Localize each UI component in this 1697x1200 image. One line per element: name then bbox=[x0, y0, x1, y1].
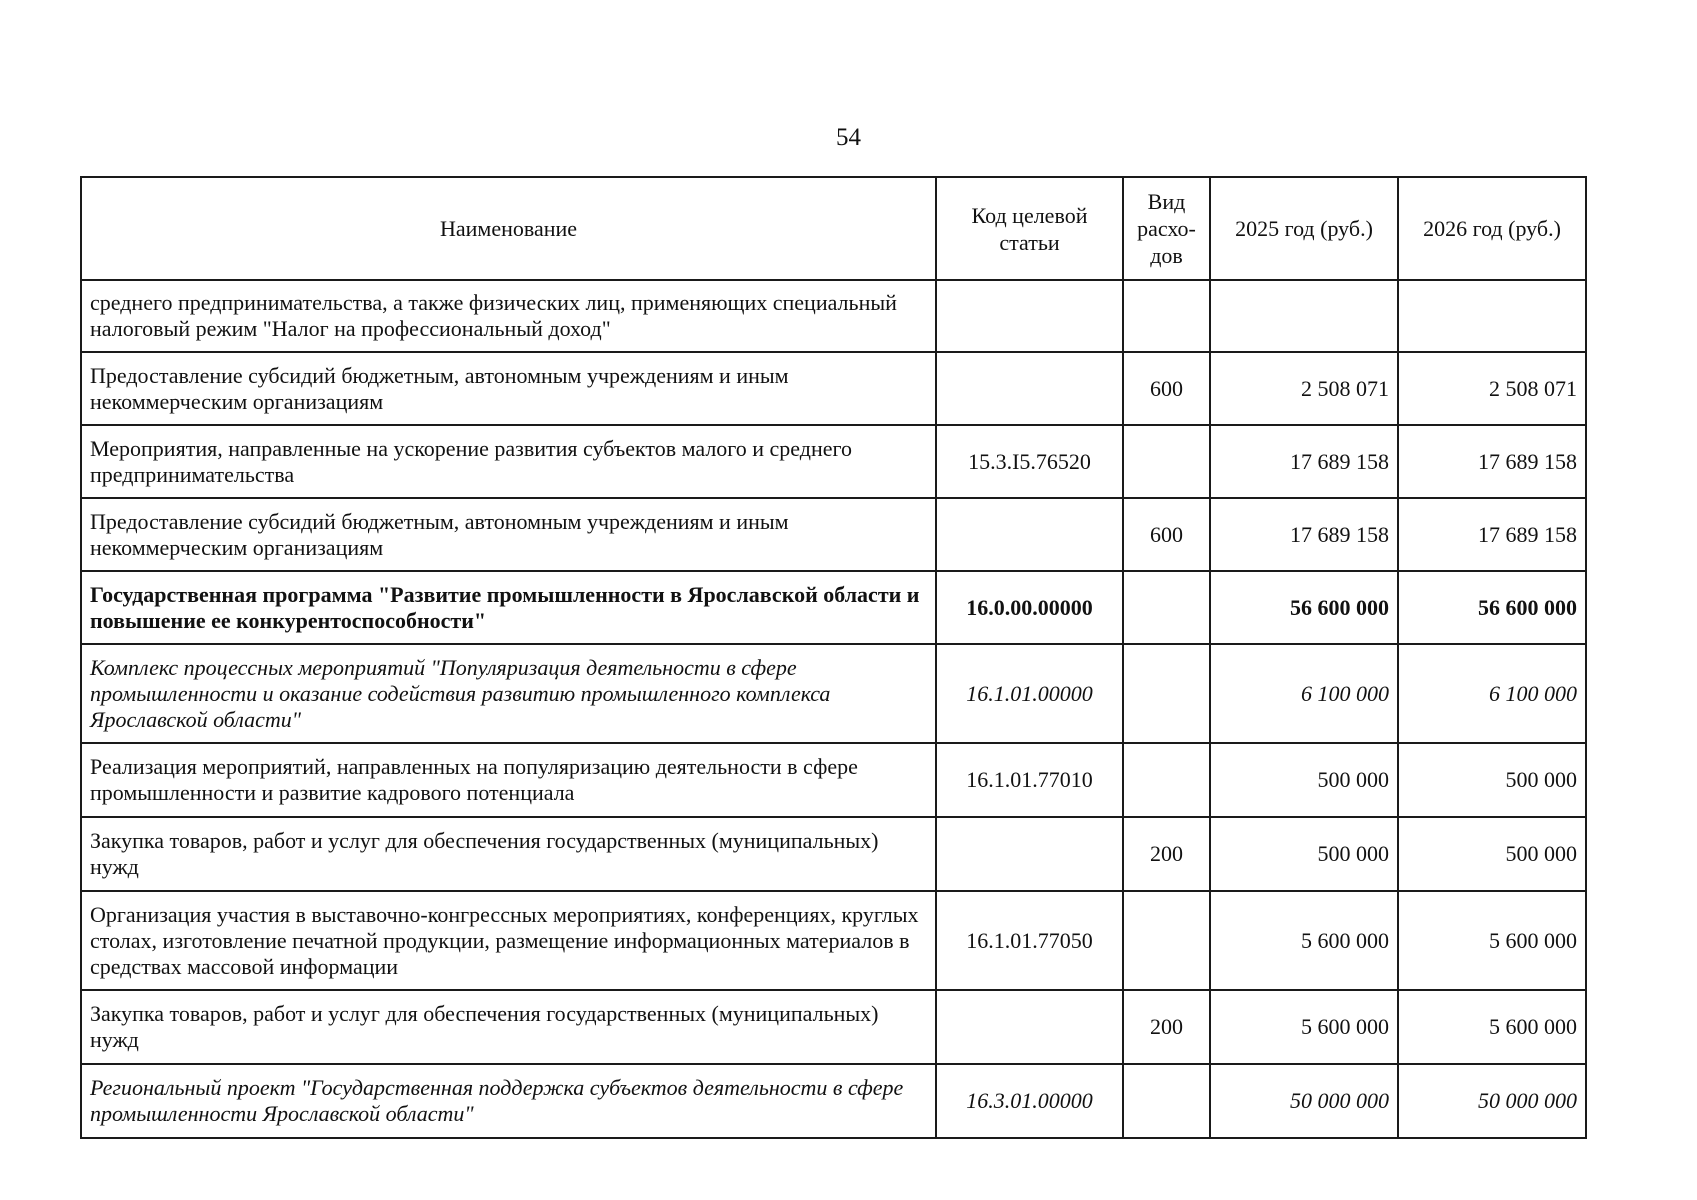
row-name: Комплекс процессных мероприятий "Популяризация деятельности в сфере промышленности и оказание содействия развитию промышленного комплекса Ярославской области" bbox=[81, 644, 936, 743]
row-2025: 5 600 000 bbox=[1210, 990, 1398, 1064]
row-2026: 500 000 bbox=[1398, 743, 1586, 817]
row-2026: 2 508 071 bbox=[1398, 352, 1586, 425]
row-2025: 17 689 158 bbox=[1210, 425, 1398, 498]
table-row bbox=[81, 990, 1586, 1064]
header-code: Код целевой статьи bbox=[936, 177, 1123, 280]
row-kind bbox=[1123, 571, 1210, 644]
row-name: Региональный проект "Государственная поддержка субъектов деятельности в сфере промышленности Ярославской области" bbox=[81, 1064, 936, 1138]
table-row bbox=[81, 644, 1586, 743]
header-name: Наименование bbox=[81, 177, 936, 280]
row-2025: 17 689 158 bbox=[1210, 498, 1398, 571]
row-code bbox=[936, 352, 1123, 425]
row-code: 16.0.00.00000 bbox=[936, 571, 1123, 644]
row-2026: 17 689 158 bbox=[1398, 425, 1586, 498]
table-row bbox=[81, 425, 1586, 498]
header-2025: 2025 год (руб.) bbox=[1210, 177, 1398, 280]
row-2026: 500 000 bbox=[1398, 817, 1586, 891]
table-row bbox=[81, 571, 1586, 644]
row-2026: 56 600 000 bbox=[1398, 571, 1586, 644]
table-header-row bbox=[81, 177, 1586, 280]
row-2025: 50 000 000 bbox=[1210, 1064, 1398, 1138]
table-row bbox=[81, 891, 1586, 990]
row-2025 bbox=[1210, 280, 1398, 352]
row-kind: 200 bbox=[1123, 817, 1210, 891]
header-2026: 2026 год (руб.) bbox=[1398, 177, 1586, 280]
row-code bbox=[936, 990, 1123, 1064]
row-2025: 500 000 bbox=[1210, 817, 1398, 891]
row-2026: 17 689 158 bbox=[1398, 498, 1586, 571]
row-name: Закупка товаров, работ и услуг для обеспечения государственных (муниципальных) нужд bbox=[81, 990, 936, 1064]
row-kind bbox=[1123, 644, 1210, 743]
row-kind bbox=[1123, 425, 1210, 498]
row-code: 16.1.01.00000 bbox=[936, 644, 1123, 743]
table-row bbox=[81, 280, 1586, 352]
row-2025: 500 000 bbox=[1210, 743, 1398, 817]
row-code: 16.1.01.77010 bbox=[936, 743, 1123, 817]
row-code: 15.3.I5.76520 bbox=[936, 425, 1123, 498]
row-kind bbox=[1123, 891, 1210, 990]
table-row bbox=[81, 1064, 1586, 1138]
row-name: Закупка товаров, работ и услуг для обеспечения государственных (муниципальных) нужд bbox=[81, 817, 936, 891]
row-kind bbox=[1123, 743, 1210, 817]
header-kind: Вид расхо-дов bbox=[1123, 177, 1210, 280]
row-kind: 600 bbox=[1123, 352, 1210, 425]
row-code: 16.3.01.00000 bbox=[936, 1064, 1123, 1138]
row-name: Государственная программа "Развитие промышленности в Ярославской области и повышение ее конкурентоспособности" bbox=[81, 571, 936, 644]
row-code bbox=[936, 817, 1123, 891]
table-row bbox=[81, 743, 1586, 817]
row-kind bbox=[1123, 1064, 1210, 1138]
row-2026: 50 000 000 bbox=[1398, 1064, 1586, 1138]
row-kind bbox=[1123, 280, 1210, 352]
row-code: 16.1.01.77050 bbox=[936, 891, 1123, 990]
row-2026 bbox=[1398, 280, 1586, 352]
row-name: Организация участия в выставочно-конгрессных мероприятиях, конференциях, круглых столах, изготовление печатной продукции, размещение информационных материалов в средствах массовой информации bbox=[81, 891, 936, 990]
row-code bbox=[936, 498, 1123, 571]
table-row bbox=[81, 352, 1586, 425]
row-code bbox=[936, 280, 1123, 352]
row-name: Предоставление субсидий бюджетным, автономным учреждениям и иным некоммерческим организациям bbox=[81, 498, 936, 571]
row-name: Реализация мероприятий, направленных на популяризацию деятельности в сфере промышленности и развитие кадрового потенциала bbox=[81, 743, 936, 817]
row-2025: 5 600 000 bbox=[1210, 891, 1398, 990]
row-2025: 2 508 071 bbox=[1210, 352, 1398, 425]
row-2026: 5 600 000 bbox=[1398, 990, 1586, 1064]
row-2025: 56 600 000 bbox=[1210, 571, 1398, 644]
row-kind: 200 bbox=[1123, 990, 1210, 1064]
budget-table bbox=[80, 176, 1587, 1139]
page-number: 54 bbox=[836, 124, 861, 151]
row-2025: 6 100 000 bbox=[1210, 644, 1398, 743]
row-2026: 5 600 000 bbox=[1398, 891, 1586, 990]
table-row bbox=[81, 498, 1586, 571]
row-name: Мероприятия, направленные на ускорение развития субъектов малого и среднего предпринимательства bbox=[81, 425, 936, 498]
row-name: среднего предпринимательства, а также физических лиц, применяющих специальный налоговый режим "Налог на профессиональный доход" bbox=[81, 280, 936, 352]
row-name: Предоставление субсидий бюджетным, автономным учреждениям и иным некоммерческим организациям bbox=[81, 352, 936, 425]
table-row bbox=[81, 817, 1586, 891]
row-kind: 600 bbox=[1123, 498, 1210, 571]
row-2026: 6 100 000 bbox=[1398, 644, 1586, 743]
